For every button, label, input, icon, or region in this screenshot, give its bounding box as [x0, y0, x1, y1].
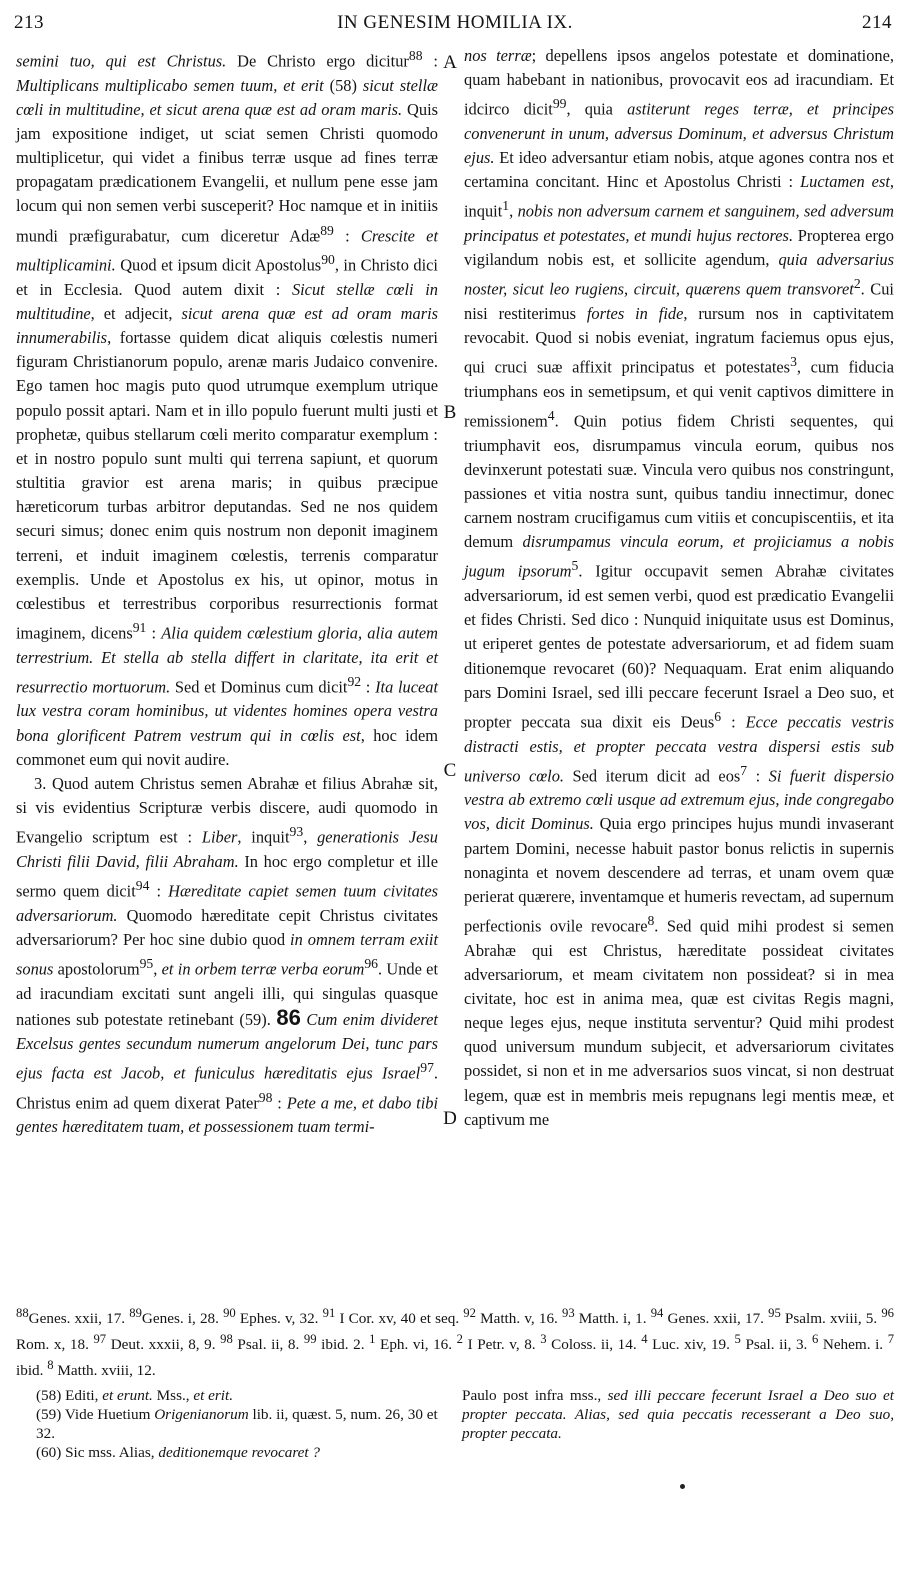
left-page-number: 213	[14, 12, 44, 33]
critical-notes-right: Paulo post infra mss., sed illi peccare fecerunt Israel a Deo suo et propter peccata. Alias, sed quia peccatis recesserant a Deo suo, propter peccata.	[462, 1387, 894, 1442]
running-title: IN GENESIM HOMILIA IX.	[337, 12, 573, 33]
footnotes: $^{88}$Genes. xxii, 17. $^{89}$Genes. i, 28. $^{90}$ Ephes. v, 32. $^{91}$ I Cor. xv, 40 et seq. $^{92}$ Matth. v, 16. $^{93}$ Matth. i, 1. $^{94}$ Genes. xxii, 17. $^{95}$ Psalm. xviii, 5. $^{96}$ Rom. x, 18. $^{97}$ Deut. xxxii, 8, 9. $^{98}$ Psal. ii, 8. $^{99}$ ibid. 2. $^1$ Eph. vi, 16. $^2$ I Petr. v, 8. $^3$ Coloss. ii, 14. $^4$ Luc. xiv, 19. $^5$ Psal. ii, 3. $^6$ Nehem. i. $^7$ ibid. $^8$ Matth. xviii, 12.	[16, 1306, 895, 1380]
margin-marker-a: A	[443, 52, 457, 73]
critical-notes-left: (58) Editi, et erunt. Mss., et erit. (59) Vide Huetium Origenianorum lib. ii, quæst. 5, num. 26, 30 et 32. (60) Sic mss. Alias, deditionemque revocaret ?	[36, 1387, 438, 1461]
right-page-number: 214	[862, 12, 892, 33]
margin-marker-b: B	[443, 402, 457, 423]
margin-marker-c: C	[443, 760, 457, 781]
ink-dot	[680, 1484, 685, 1489]
left-column: semini tuo, qui est Christus. De Christo ergo dicitur$^{88}$ : Multiplicans multiplicabo semen tuum, et erit (58) sicut stellæ cœli in multitudine, et sicut arena quæ est ad oram maris. Quis jam expositione indiget, ut sciat semen Christi quomodo multiplicetur, qui videt a finibus terræ usque ad fines terræ propagatam prædicationem Evangelii, et nullum pene esse jam locum qui non semen verbi susceperit? Hoc namque et in initiis mundi præfigurabatur, cum diceretur Adæ$^{89}$ : Crescite et multiplicamini. Quod et ipsum dicit Apostolus$^{90}$, in Christo dici et in Ecclesia. Quod autem dixit : Sicut stellæ cœli in multitudine, et adjecit, sicut arena quæ est ad oram maris innumerabilis, fortasse quidem dicat aliquis cœlestis numeri figuram Christianorum populo, arenæ maris Judaico convenire. Ego tamen hoc magis puto quod utrumque exemplum utrique populo possit aptari. Nam et in illo populo fuerunt multi justi et prophetæ, quibus stellarum cœli merito comparatur exemplum : et in nostro populo sunt multi qui terrena sapiunt, et quorum stultitia gravior est arena maris; in quibus præcipue hæreticorum turbas arbitror deputandas. Sed ne nos quidem securi simus; donec enim quis nostrum non deponit imaginem terreni, et induit imaginem cœlestis, terrenis comparatur exemplis. Unde et Apostolus ex his, ut opinor, motus in cœlestibus et terrestribus corporibus resurrectionis format imaginem, dicens$^{91}$ : Alia quidem cœlestium gloria, alia autem terrestrium. Et stella ab stella differt in claritate, ita erit et resurrectio mortuorum. Sed et Dominus cum dicit$^{92}$ : Ita luceat lux vestra coram hominibus, ut videntes homines opera vestra bona glorificent Patrem vestrum qui in cœlis est, hoc idem commonet eum qui novit audire. 3. Quod autem Christus semen Abrahæ et filius Abrahæ sit, si vis evidentius Scripturæ verbis discere, audi quomodo in Evangelio scriptum est : Liber, inquit$^{93}$, generationis Jesu Christi filii David, filii Abraham. In hoc ergo completur et ille sermo quem dicit$^{94}$ : Hæreditate capiet semen tuum civitates adversariorum. Quomodo hæreditate cepit Christus civitates adversariorum? Per hoc sine dubio quod in omnem terram exiit sonus apostolorum$^{95}$, et in orbem terræ verba eorum$^{96}$. Unde et ad iracundiam excitati sunt angeli illi, qui singulas quasque nationes sub potestate retinebant (59). 86 Cum enim divideret Excelsus gentes secundum numerum angelorum Dei, tunc pars ejus facta est Jacob, et funiculus hæreditatis ejus Israel$^{97}$. Christus enim ad quem dixerat Pater$^{98}$ : Pete a me, et dabo tibi gentes hæreditatem tuam, et possessionem tuam termi-	[16, 48, 439, 1137]
right-column: nos terræ; depellens ipsos angelos potestate et dominatione, quam habebant in nationibus, provocavit eos ad iracundiam. Et idcirco dicit$^{99}$, quia astiterunt reges terræ, et principes convenerunt in unum, adversus Dominum, et adversus Christum ejus. Et ideo adversantur etiam nobis, atque agones contra nos et certamina concitant. Hinc et Apostolus Christi : Luctamen est, inquit$^1$, nobis non adversum carnem et sanguinem, sed adversum principatus et potestates, et mundi hujus rectores. Propterea ergo vigilandum nobis est, et sollicite agendum, quia adversarius noster, sicut leo rugiens, circuit, quærens quem transvoret$^2$. Cui nisi restiterimus fortes in fide, rursum nos in captivitatem revocabit. Quod si nobis eveniat, ingratum faciemus opus ejus, qui cruci suæ affixit principatus et potestates$^3$, cum fiducia triumphans eos in semetipsum, et qui venit captivos dimittere in remissionem$^4$. Quin potius fidem Christi sequentes, qui triumphavit eos, disrumpamus vincula eorum, quibus nos devinxerunt potestati suæ. Vincula vero quibus nos constringunt, passiones et vitia nostra sunt, quibus tandiu innectimur, donec carnem nostram crucifigamus cum vitiis et concupiscentiis, et ita demum disrumpamus vincula eorum, et projiciamus a nobis jugum ipsorum$^5$. Igitur occupavit semen Abrahæ civitates adversariorum, id est semen verbi, quod est prædicatio Evangelii et fides Christi. Sed dico : Nunquid iniquitate usus est Dominus, ut eriperet gentes de potestate adversariorum, et ad fidem suam ditionemque revocaret (60)? Nequaquam. Erat enim aliquando pars Domini Israel, sed illi peccare fecerunt Israel a Deo suo, et propter peccata sua dixit eis Deus$^6$ : Ecce peccatis vestris distracti estis, et propter peccata vestra dispersi estis sub universo cœlo. Sed iterum dicit ad eos$^7$ : Si fuerit dispersio vestra ab extremo cœli usque ad extremum ejus, inde congregabo vos, dicit Dominus. Quia ergo principes hujus mundi invaserant partem Domini, necesse habuit pastor bonus relictis in supernis nonaginta et novem descendere ad terras, et unam ovem quæ perierat quærere, inventamque et humeris revectam, ad supernum perfectionis ovile revocare$^8$. Sed quid mihi prodest si semen Abrahæ qui est Christus, hæreditate possideat civitates adversariorum, et meam civitatem non possideat? si in mea civitate, hoc est in anima mea, quæ est civitas Regis magni, neque leges ejus, neque instituta serventur? Quid mihi prodest quod universum mundum subjecit, et adversariorum civitates possidet, si non et in me adversarios suos vincat, si non destruat legem, quæ est in membris meis repugnans legi mentis meæ, et captivum me	[464, 46, 895, 1129]
margin-marker-d: D	[443, 1108, 457, 1129]
